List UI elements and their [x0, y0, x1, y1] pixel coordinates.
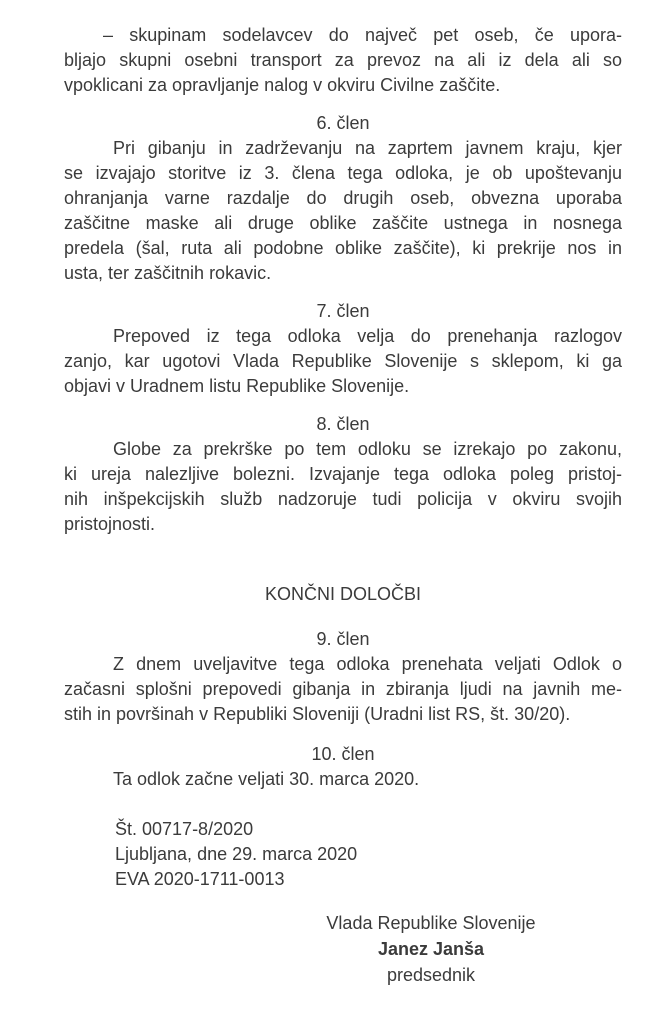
text-line: ki ureja nalezljive bolezni. Izvajanje tega odloka poleg pristoj-: [64, 464, 622, 484]
text-line: zanjo, kar ugotovi Vlada Republike Slovenije s sklepom, ki ga: [64, 351, 622, 371]
text-line: stih in površinah v Republiki Sloveniji (Uradni list RS, št. 30/20).: [64, 704, 571, 724]
intro-list-item: [64, 23, 622, 98]
article-6-paragraph: [64, 136, 622, 286]
article-9-heading: 9. člen: [316, 629, 370, 649]
article-9-paragraph: [64, 652, 622, 727]
article-10-heading: 10. člen: [311, 744, 375, 764]
text-line: Ta odlok začne veljati 30. marca 2020.: [113, 769, 420, 789]
article-7-paragraph: [64, 324, 622, 399]
signature-institution: Vlada Republike Slovenije: [326, 913, 536, 933]
article-7-heading: 7. člen: [316, 301, 370, 321]
reference-eva: EVA 2020-1711-0013: [115, 869, 285, 889]
text-line: nih inšpekcijskih služb nadzoruje tudi policija v okviru svojih: [64, 489, 622, 509]
text-line: objavi v Uradnem listu Republike Slovenije.: [64, 376, 410, 396]
text-line: začasni splošni prepovedi gibanja in zbiranja ljudi na javnih me-: [64, 679, 622, 699]
signature-name: Janez Janša: [377, 939, 485, 959]
text-line: Pri gibanju in zadrževanju na zaprtem javnem kraju, kjer: [113, 138, 622, 158]
text-line: bljajo skupni osebni transport za prevoz na ali iz dela ali so: [64, 50, 622, 70]
reference-block: [64, 817, 622, 892]
article-10-paragraph: [64, 767, 622, 792]
text-line: vpoklicani za opravljanje nalog v okviru Civilne zaščite.: [64, 75, 501, 95]
article-6-heading: 6. člen: [316, 113, 370, 133]
reference-place-date: Ljubljana, dne 29. marca 2020: [115, 844, 358, 864]
text-line: ohranjanja varne razdalje do drugih oseb, obvezna uporaba: [64, 188, 622, 208]
text-line: Z dnem uveljavitve tega odloka prenehata veljati Odlok o: [113, 654, 622, 674]
text-line: pristojnosti.: [64, 514, 156, 534]
signature-title: predsednik: [386, 965, 476, 985]
article-8-heading: 8. člen: [316, 414, 370, 434]
text-line: zaščitne maske ali druge oblike zaščite ustnega in nosnega: [64, 213, 622, 233]
article-8-paragraph: [64, 437, 622, 537]
text-line: se izvajajo storitve iz 3. člena tega odloka, je ob upoštevanju: [64, 163, 622, 183]
text-line: Prepoved iz tega odloka velja do prenehanja razlogov: [113, 326, 622, 346]
text-line: usta, ter zaščitnih rokavic.: [64, 263, 272, 283]
text-line: predela (šal, ruta ali podobne oblike zaščite), ki prekrije nos in: [64, 238, 622, 258]
text-line: – skupinam sodelavcev do največ pet oseb, če upora-: [103, 25, 622, 45]
signature-block: [271, 910, 591, 988]
text-line: Globe za prekrške po tem odloku se izrekajo po zakonu,: [113, 439, 622, 459]
reference-number: Št. 00717-8/2020: [115, 819, 254, 839]
final-provisions-heading: KONČNI DOLOČBI: [264, 584, 422, 604]
